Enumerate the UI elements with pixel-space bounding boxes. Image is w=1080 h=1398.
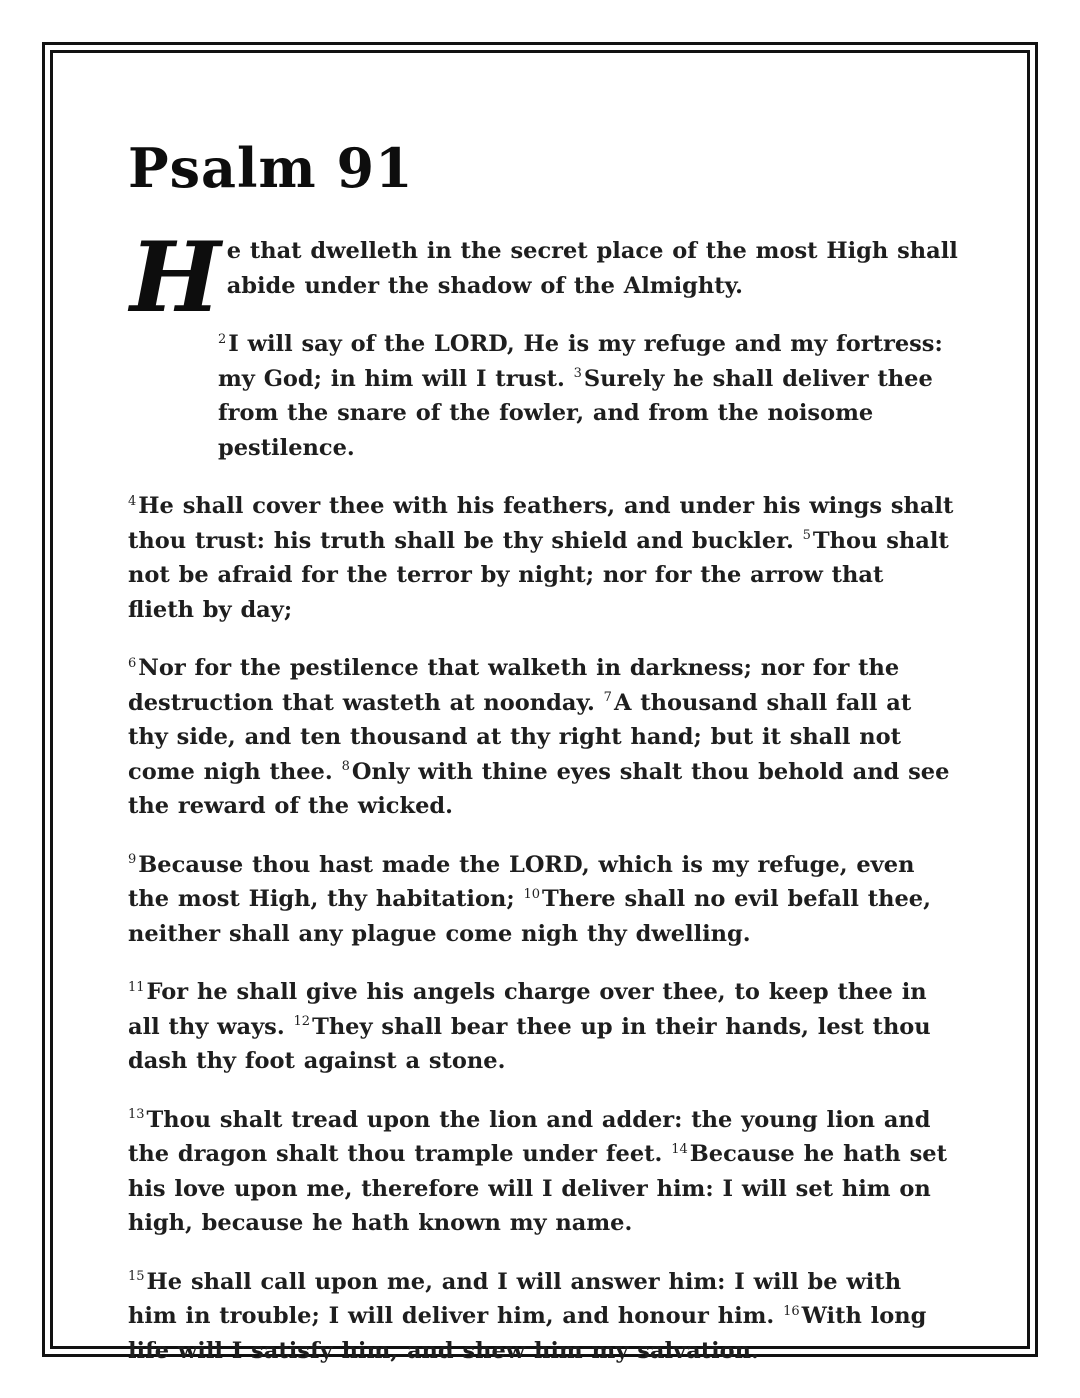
verse-paragraph-2 bbox=[128, 327, 958, 465]
verse-text: Because thou hast made the LORD, which is my refuge, even the most High, thy habitation; bbox=[128, 851, 915, 912]
verse-number: 5 bbox=[802, 528, 811, 543]
verse-paragraph-4 bbox=[128, 651, 958, 824]
verse-number: 4 bbox=[128, 493, 137, 509]
verse-number: 11 bbox=[128, 979, 145, 995]
verse-number: 12 bbox=[293, 1014, 311, 1029]
verse-text: Nor for the pestilence that walketh in darkness; nor for the destruction that wasteth at noonday. bbox=[128, 655, 900, 716]
page-title: Psalm 91 bbox=[128, 136, 414, 200]
verse-text: With long life will I satisfy him, and shew him my salvation. bbox=[128, 1303, 927, 1364]
verse-number: 9 bbox=[128, 852, 137, 867]
verse-number: 13 bbox=[128, 1107, 145, 1122]
verse-text: Thou shalt tread upon the lion and adder: the young lion and the dragon shalt thou trample under feet. bbox=[128, 1106, 931, 1167]
verse-text: For he shall give his angels charge over thee, to keep thee in all thy ways. bbox=[128, 979, 927, 1040]
verse-number: 8 bbox=[341, 759, 350, 774]
verse-number: 2 bbox=[218, 331, 227, 347]
verse-paragraph-1 bbox=[128, 221, 958, 334]
verse-text: They shall bear thee up in their hands, lest thou dash thy foot against a stone. bbox=[128, 1013, 931, 1074]
verse-number: 10 bbox=[523, 886, 541, 902]
verse-text: Thou shalt not be afraid for the terror by night; nor for the arrow that flieth by day; bbox=[128, 527, 949, 623]
verse-text: He shall call upon me, and I will answer him: I will be with him in trouble; I will deliver him, and honour him. bbox=[128, 1268, 902, 1329]
verse-number: 3 bbox=[573, 366, 582, 381]
verse-text: Because he hath set his love upon me, therefore will I deliver him: I will set him on high, because he hath known my name. bbox=[128, 1141, 947, 1236]
verse-paragraph-3 bbox=[128, 489, 958, 627]
verse-paragraph-7 bbox=[128, 1103, 958, 1241]
page-content bbox=[128, 128, 958, 1392]
verse-paragraph-5 bbox=[128, 848, 958, 952]
drop-cap: H bbox=[130, 221, 221, 334]
verse-paragraph-8 bbox=[128, 1265, 958, 1369]
verse-text: A thousand shall fall at thy side, and ten thousand at thy right hand; but it shall not come nigh thee. bbox=[128, 689, 912, 785]
verse-number: 16 bbox=[783, 1303, 800, 1319]
verse-paragraph-6 bbox=[128, 975, 958, 1079]
verse-number: 15 bbox=[128, 1269, 145, 1284]
verse-text: There shall no evil befall thee, neither shall any plague come nigh thy dwelling. bbox=[128, 886, 931, 947]
verse-1-text: e that dwelleth in the secret place of the most High shall abide under the shadow of the Almighty. bbox=[226, 238, 958, 299]
verse-text: I will say of the LORD, He is my refuge and my fortress: my God; in him will I trust. bbox=[218, 331, 943, 392]
verse-text: He shall cover thee with his feathers, and under his wings shalt thou trust: his truth shall be thy shield and buckler. bbox=[128, 493, 954, 554]
verse-text: Surely he shall deliver thee from the snare of the fowler, and from the noisome pestilence. bbox=[218, 365, 933, 461]
verse-text: Only with thine eyes shalt thou behold and see the reward of the wicked. bbox=[128, 758, 950, 819]
verse-number: 14 bbox=[671, 1141, 688, 1157]
verse-number: 7 bbox=[603, 690, 612, 705]
verse-number: 6 bbox=[128, 655, 137, 671]
